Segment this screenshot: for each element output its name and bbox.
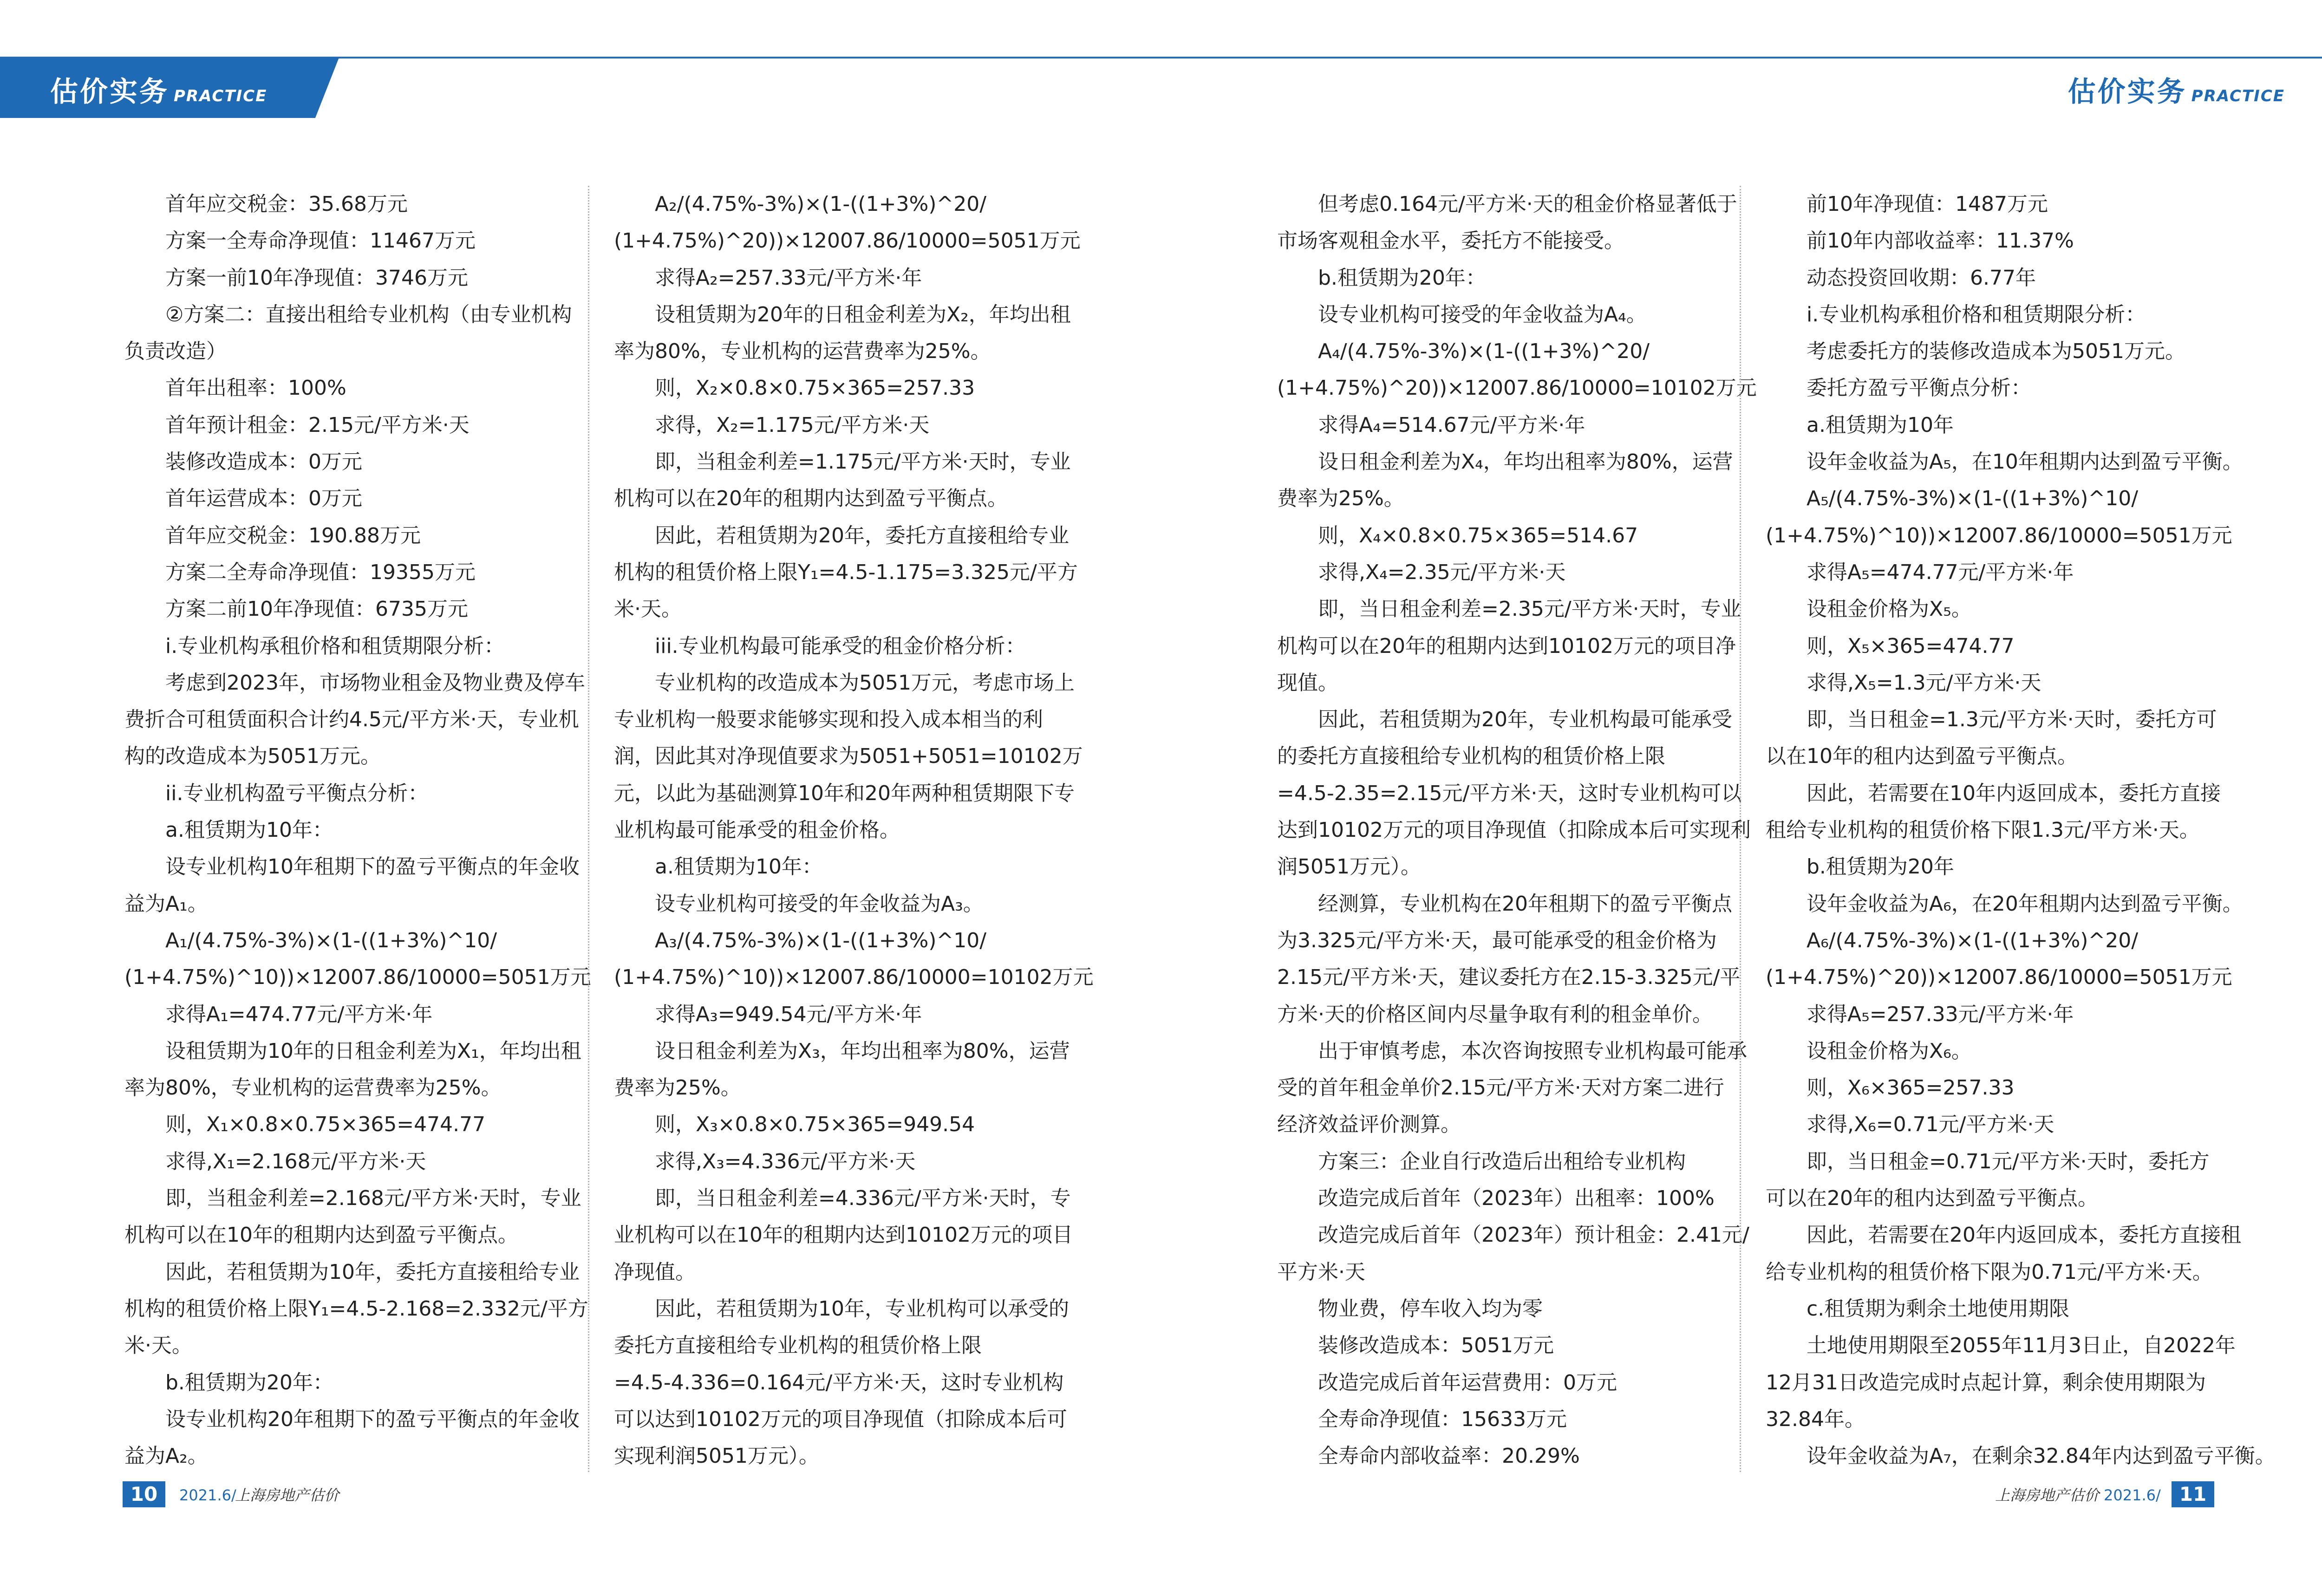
text-line: 平方米·天 [1277,1260,1365,1284]
text-line: 可以在20年的租内达到盈亏平衡点。 [1766,1186,2098,1211]
text-line: 费率为25%。 [614,1076,741,1100]
text-line: ii.专业机构盈亏平衡点分析： [124,781,429,805]
text-line: 因此，若需要在10年内返回成本，委托方直接 [1766,781,2221,805]
text-line: 率为80%，专业机构的运营费率为25%。 [124,1076,502,1100]
text-line: 设日租金利差为X₄，年均出租率为80%，运营 [1277,450,1733,474]
text-line: 润5051万元）。 [1277,855,1421,879]
text-line: A₂/(4.75%-3%)×(1-((1+3%)^20/ [614,192,987,216]
text-line: A₃/(4.75%-3%)×(1-((1+3%)^10/ [614,928,987,952]
text-line: 润，因此其对净现值要求为5051+5051=10102万 [614,744,1083,769]
text-line: 物业费，停车收入均为零 [1277,1296,1543,1321]
section-title-en: PRACTICE [174,87,267,105]
text-line: 机构的租赁价格上限Y₁=4.5-2.168=2.332元/平方 [124,1296,588,1321]
text-line: 方案一全寿命净现值：11467万元 [124,229,476,253]
text-line: 因此，若租赁期为20年，专业机构最可能承受 [1277,708,1732,732]
text-line: 设年金收益为A₇，在剩余32.84年内达到盈亏平衡。 [1766,1444,2276,1468]
text-line: 则，X₃×0.8×0.75×365=949.54 [614,1113,975,1137]
page-number-right: 11 [2172,1481,2214,1507]
text-line: 求得，X₂=1.175元/平方米·天 [614,413,930,437]
text-line: 为3.325元/平方米·天，最可能承受的租金价格为 [1277,928,1717,952]
text-line: 全寿命净现值：15633万元 [1277,1407,1567,1431]
section-title-right [2068,70,2285,110]
text-line: 因此，若需要在20年内返回成本，委托方直接租 [1766,1223,2241,1247]
text-line: iii.专业机构最可能承受的租金价格分析： [614,634,1026,658]
text-line: 则，X₂×0.8×0.75×365=257.33 [614,376,975,400]
text-line: 首年应交税金：35.68万元 [124,192,408,216]
text-line: 装修改造成本：0万元 [124,450,362,474]
text-line: c.租赁期为剩余土地使用期限 [1766,1296,2070,1321]
text-line: a.租赁期为10年 [1766,413,1954,437]
text-line: 求得A₁=474.77元/平方米·年 [124,1002,433,1026]
text-line: 求得,X₁=2.168元/平方米·天 [124,1149,426,1173]
text-line: 费率为25%。 [1277,487,1404,511]
text-line: 动态投资回收期：6.77年 [1766,266,2036,290]
text-line: 求得A₂=257.33元/平方米·年 [614,266,922,290]
text-line: 设租金价格为X₆。 [1766,1039,1972,1063]
text-line: 设专业机构20年租期下的盈亏平衡点的年金收 [124,1407,580,1431]
text-line: ②方案二：直接出租给专业机构（由专业机构 [124,302,572,326]
text-line: 方案三：企业自行改造后出租给专业机构 [1277,1149,1686,1173]
text-line: A₅/(4.75%-3%)×(1-((1+3%)^10/ [1766,487,2139,511]
text-line: 机构可以在10年的租期内达到盈亏平衡点。 [124,1223,518,1247]
text-line: 求得A₃=949.54元/平方米·年 [614,1002,922,1026]
text-line: 方米·天的价格区间内尽量争取有利的租金单价。 [1277,1002,1713,1026]
text-line: 租给专业机构的租赁价格下限1.3元/平方米·天。 [1766,818,2200,842]
column-divider [1740,186,1741,1472]
text-line: i.专业机构承租价格和租赁期限分析： [124,634,505,658]
text-line: 求得,X₃=4.336元/平方米·天 [614,1149,916,1173]
text-line: 方案一前10年净现值：3746万元 [124,266,468,290]
text-line: 专业机构的改造成本为5051万元，考虑市场上 [614,671,1075,695]
text-line: 设租金价格为X₅。 [1766,597,1972,621]
text-line: 则，X₆×365=257.33 [1766,1076,2015,1100]
text-line: 元，以此为基础测算10年和20年两种租赁期限下专 [614,781,1075,805]
text-line: 机构可以在20年的租期内达到10102万元的项目净 [1277,634,1736,658]
text-line: 即，当日租金利差=4.336元/平方米·天时，专 [614,1186,1071,1211]
text-line: 首年出租率：100% [124,376,346,400]
text-line: 机构的租赁价格上限Y₁=4.5-1.175=3.325元/平方 [614,560,1078,584]
text-line: 即，当日租金利差=2.35元/平方米·天时，专业 [1277,597,1742,621]
text-line: 设日租金利差为X₃，年均出租率为80%，运营 [614,1039,1070,1063]
text-line: a.租赁期为10年： [124,818,333,842]
text-line: 业机构可以在10年的租期内达到10102万元的项目 [614,1223,1073,1247]
text-line: 即，当日租金=1.3元/平方米·天时，委托方可 [1766,708,2217,732]
text-line: 因此，若租赁期为20年，委托方直接租给专业 [614,523,1069,547]
text-line: 的委托方直接租给专业机构的租赁价格上限 [1277,744,1665,769]
section-title-cn: 估价实务 [2068,76,2187,108]
text-line: 市场客观租金水平，委托方不能接受。 [1277,229,1624,253]
text-line: 实现利润5051万元）。 [614,1444,819,1468]
text-line: 因此，若租赁期为10年，委托方直接租给专业 [124,1260,580,1284]
text-column-1 [124,186,591,1477]
text-line: 设年金收益为A₅，在10年租期内达到盈亏平衡。 [1766,450,2243,474]
brand-logo-left: 上海房地产估价 [235,1486,339,1504]
text-line: 首年预计租金：2.15元/平方米·天 [124,413,470,437]
text-line: 负责改造） [124,339,227,364]
text-line: 净现值。 [614,1260,696,1284]
text-line: 受的首年租金单价2.15元/平方米·天对方案二进行 [1277,1076,1724,1100]
page-number-left: 10 [123,1481,165,1507]
text-line: (1+4.75%)^20))×12007.86/10000=5051万元 [1766,965,2232,990]
text-line: 设专业机构可接受的年金收益为A₄。 [1277,302,1647,326]
text-line: 委托方直接租给专业机构的租赁价格上限 [614,1334,982,1358]
text-column-3 [1277,186,1757,1477]
text-line: b.租赁期为20年： [1277,266,1486,290]
brand-logo-right: 上海房地产估价 [1995,1486,2100,1504]
section-title-cn: 估价实务 [50,76,169,108]
text-line: 方案二全寿命净现值：19355万元 [124,560,476,584]
text-line: 但考虑0.164元/平方米·天的租金价格显著低于 [1277,192,1737,216]
text-line: 求得,X₆=0.71元/平方米·天 [1766,1113,2055,1137]
text-line: (1+4.75%)^20))×12007.86/10000=5051万元 [614,229,1081,253]
text-line: (1+4.75%)^10))×12007.86/10000=5051万元 [124,965,591,990]
text-line: 求得A₄=514.67元/平方米·年 [1277,413,1585,437]
text-line: 则，X₄×0.8×0.75×365=514.67 [1277,523,1638,547]
column-divider [588,186,589,1472]
text-line: =4.5-2.35=2.15元/平方米·天，这时专业机构可以 [1277,781,1742,805]
text-line: 求得A₅=474.77元/平方米·年 [1766,560,2074,584]
text-line: 考虑委托方的装修改造成本为5051万元。 [1766,339,2185,364]
text-line: 求得A₅=257.33元/平方米·年 [1766,1002,2074,1026]
text-line: 即，当租金利差=1.175元/平方米·天时，专业 [614,450,1071,474]
text-line: 因此，若租赁期为10年，专业机构可以承受的 [614,1296,1069,1321]
text-line: A₆/(4.75%-3%)×(1-((1+3%)^20/ [1766,928,2139,952]
text-line: 益为A₁。 [124,892,208,916]
text-line: a.租赁期为10年： [614,855,822,879]
text-line: 出于审慎考虑，本次咨询按照专业机构最可能承 [1277,1039,1747,1063]
text-line: b.租赁期为20年： [124,1370,333,1394]
text-column-2 [614,186,1094,1477]
text-line: 求得,X₄=2.35元/平方米·天 [1277,560,1566,584]
text-line: 32.84年。 [1766,1407,1865,1431]
text-line: 可以达到10102万元的项目净现值（扣除成本后可 [614,1407,1067,1431]
text-line: 委托方盈亏平衡点分析： [1766,376,2031,400]
text-line: 机构可以在20年的租期内达到盈亏平衡点。 [614,487,1008,511]
text-line: 设年金收益为A₆，在20年租期内达到盈亏平衡。 [1766,892,2243,916]
text-line: 设租赁期为20年的日租金利差为X₂，年均出租 [614,302,1071,326]
text-line: 以在10年的租内达到盈亏平衡点。 [1766,744,2078,769]
text-line: b.租赁期为20年 [1766,855,1954,879]
text-line: 现值。 [1277,671,1338,695]
text-line: 设专业机构10年租期下的盈亏平衡点的年金收 [124,855,580,879]
text-line: (1+4.75%)^10))×12007.86/10000=10102万元 [614,965,1094,990]
section-title-left [50,70,267,110]
text-line: 构的改造成本为5051万元。 [124,744,381,769]
text-line: 米·天。 [124,1334,192,1358]
text-line: i.专业机构承租价格和租赁期限分析： [1766,302,2146,326]
text-column-4 [1766,186,2276,1477]
issue-label-left: 2021.6/ [179,1486,236,1504]
section-title-en: PRACTICE [2191,87,2285,105]
text-line: A₁/(4.75%-3%)×(1-((1+3%)^10/ [124,928,497,952]
text-line: 米·天。 [614,597,682,621]
text-line: 益为A₂。 [124,1444,208,1468]
text-line: 考虑到2023年，市场物业租金及物业费及停车 [124,671,585,695]
text-line: 即，当日租金=0.71元/平方米·天时，委托方 [1766,1149,2210,1173]
text-line: 则，X₅×365=474.77 [1766,634,2015,658]
text-line: 方案二前10年净现值：6735万元 [124,597,468,621]
text-line: 12月31日改造完成时点起计算，剩余使用期限为 [1766,1370,2206,1394]
text-line: 改造完成后首年（2023年）出租率：100% [1277,1186,1715,1211]
text-line: 经测算，专业机构在20年租期下的盈亏平衡点 [1277,892,1732,916]
text-line: 给专业机构的租赁价格下限为0.71元/平方米·天。 [1766,1260,2213,1284]
text-line: 首年应交税金：190.88万元 [124,523,421,547]
text-line: 2.15元/平方米·天，建议委托方在2.15-3.325元/平 [1277,965,1741,990]
text-line: 达到10102万元的项目净现值（扣除成本后可实现利 [1277,818,1751,842]
text-line: 前10年内部收益率：11.37% [1766,229,2074,253]
text-line: 土地使用期限至2055年11月3日止，自2022年 [1766,1334,2236,1358]
text-line: 业机构最可能承受的租金价格。 [614,818,900,842]
text-line: 即，当租金利差=2.168元/平方米·天时，专业 [124,1186,581,1211]
text-line: 费折合可租赁面积合计约4.5元/平方米·天，专业机 [124,708,579,732]
text-line: 经济效益评价测算。 [1277,1113,1461,1137]
text-line: 全寿命内部收益率：20.29% [1277,1444,1580,1468]
text-line: 首年运营成本：0万元 [124,487,362,511]
text-line: 率为80%，专业机构的运营费率为25%。 [614,339,991,364]
text-line: 装修改造成本：5051万元 [1277,1334,1554,1358]
text-line: 改造完成后首年（2023年）预计租金：2.41元/ [1277,1223,1749,1247]
header-rule [0,57,2322,59]
text-line: =4.5-4.336=0.164元/平方米·天，这时专业机构 [614,1370,1064,1394]
text-line: 改造完成后首年运营费用：0万元 [1277,1370,1617,1394]
text-line: A₄/(4.75%-3%)×(1-((1+3%)^20/ [1277,339,1650,364]
text-line: 专业机构一般要求能够实现和投入成本相当的利 [614,708,1043,732]
text-line: 则，X₁×0.8×0.75×365=474.77 [124,1113,486,1137]
issue-label-right: 2021.6/ [2104,1486,2161,1504]
text-line: (1+4.75%)^20))×12007.86/10000=10102万元 [1277,376,1757,400]
text-line: 设租赁期为10年的日租金利差为X₁，年均出租 [124,1039,581,1063]
text-line: 设专业机构可接受的年金收益为A₃。 [614,892,984,916]
text-line: 前10年净现值：1487万元 [1766,192,2048,216]
text-line: (1+4.75%)^10))×12007.86/10000=5051万元 [1766,523,2232,547]
text-line: 求得,X₅=1.3元/平方米·天 [1766,671,2042,695]
